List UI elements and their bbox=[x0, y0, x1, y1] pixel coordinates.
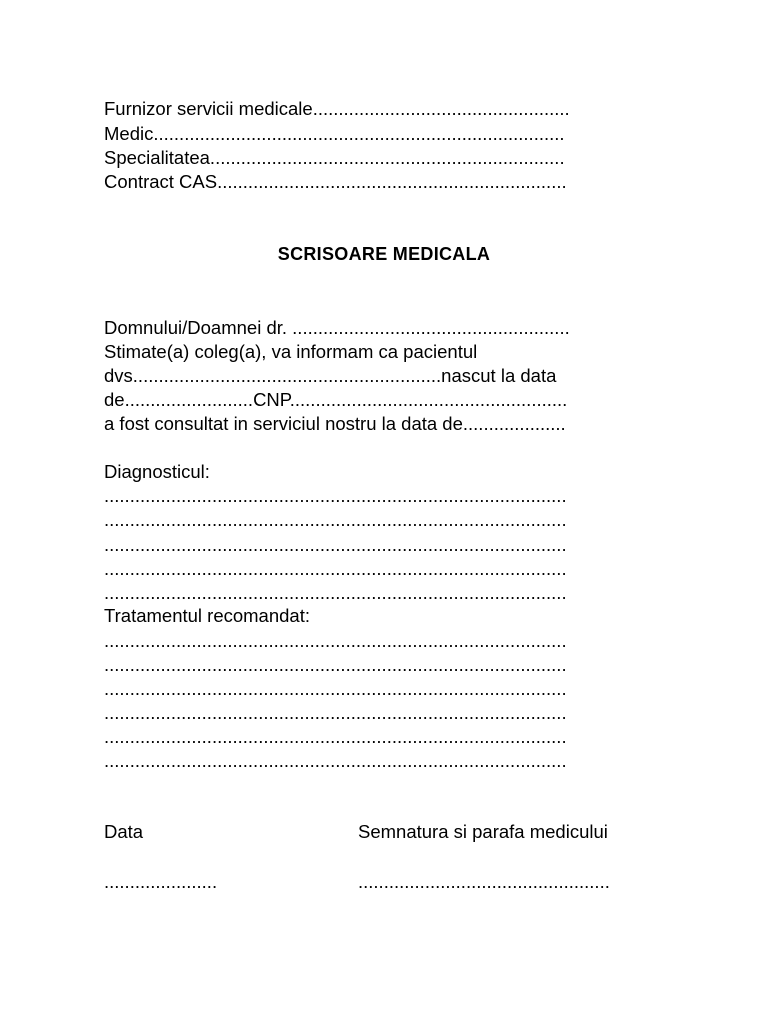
diagnosis-blank-line: .......................................................................................... bbox=[104, 582, 567, 603]
birth-cnp-line: de.........................CNP...................................................... bbox=[104, 389, 568, 410]
provider-field: Furnizor servicii medicale.................................................. bbox=[104, 98, 570, 119]
diagnosis-blank-line: .......................................................................................... bbox=[104, 509, 567, 530]
doctor-field: Medic................................................................................ bbox=[104, 123, 565, 144]
diagnosis-blank-line: .......................................................................................... bbox=[104, 534, 567, 555]
document-title: SCRISOARE MEDICALA bbox=[277, 244, 491, 264]
diagnosis-label: Diagnosticul: bbox=[104, 461, 210, 482]
diagnosis-blank-line: .......................................................................................... bbox=[104, 485, 567, 506]
treatment-blank-line: .......................................................................................... bbox=[104, 750, 567, 771]
date-blank: ...................... bbox=[104, 871, 218, 892]
specialty-field: Specialitatea..................................................................... bbox=[104, 147, 565, 168]
addressee-line: Domnului/Doamnei dr. ...................................................... bbox=[104, 317, 570, 338]
contract-field: Contract CAS.................................................................... bbox=[104, 171, 567, 192]
consult-date-line: a fost consultat in serviciul nostru la data de.................... bbox=[104, 413, 566, 434]
treatment-blank-line: .......................................................................................... bbox=[104, 630, 567, 651]
treatment-label: Tratamentul recomandat: bbox=[104, 605, 310, 626]
diagnosis-blank-line: .......................................................................................... bbox=[104, 558, 567, 579]
treatment-blank-line: .......................................................................................... bbox=[104, 726, 567, 747]
treatment-blank-line: .......................................................................................... bbox=[104, 654, 567, 675]
treatment-blank-line: .......................................................................................... bbox=[104, 702, 567, 723]
signature-blank: ................................................. bbox=[358, 871, 610, 892]
date-label: Data bbox=[104, 821, 144, 842]
greeting-line: Stimate(a) coleg(a), va informam ca pacientul bbox=[104, 341, 478, 362]
treatment-blank-line: .......................................................................................... bbox=[104, 678, 567, 699]
signature-label: Semnatura si parafa medicului bbox=[358, 821, 608, 842]
patient-line: dvs............................................................nascut la data bbox=[104, 365, 557, 386]
